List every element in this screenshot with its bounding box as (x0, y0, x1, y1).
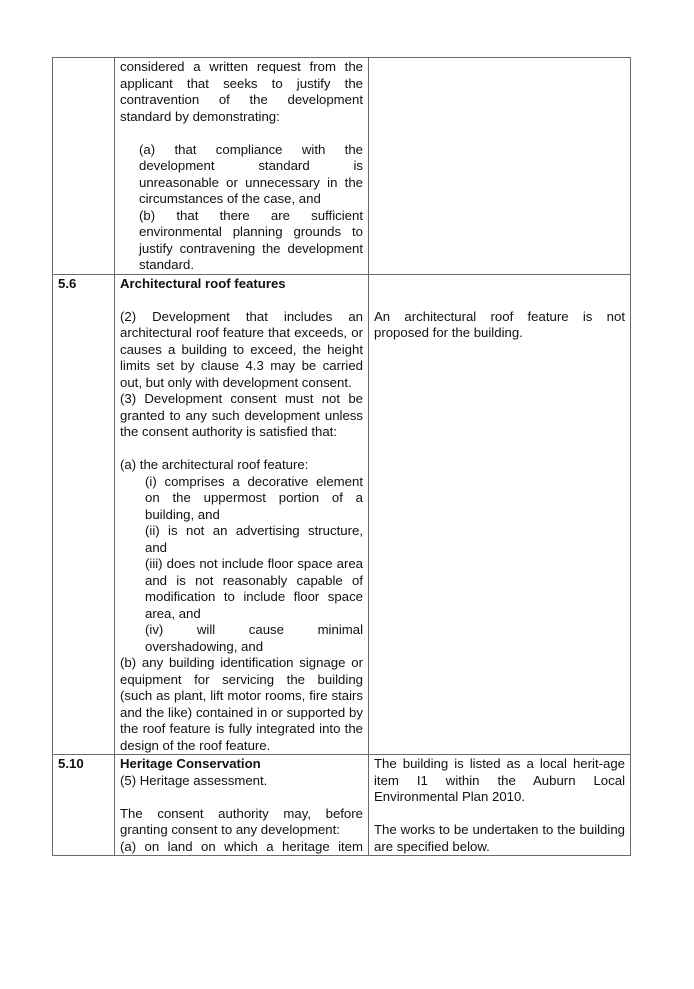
clause-heading: Architectural roof features (120, 275, 286, 291)
comment-text: An architectural roof feature is not proposed for the building. (374, 308, 625, 340)
comment-text-2: The works to be undertaken to the building are specified below. (374, 822, 625, 854)
clause-sub-a-iii: (iii) does not include floor space area and is not reasonably capable of modification to include floor space area, and (145, 556, 363, 621)
clause-heading: Heritage Conservation (120, 756, 261, 771)
clause-paragraph-5: (5) Heritage assessment. (120, 772, 268, 788)
clause-sub-a-i: (i) comprises a decorative element on the uppermost portion of a building, and (145, 473, 363, 522)
table-row (53, 58, 631, 275)
clause-number-cell: 5.6 (53, 274, 115, 755)
clause-text-cell (115, 58, 369, 275)
comment-text-1: The building is listed as a local herit-age item I1 within the Auburn Local Environmental Plan 2010. (374, 756, 625, 804)
clause-text-cell (115, 274, 369, 755)
clause-number-cell: 5.10 (53, 755, 115, 856)
clause-sub-b: (b) any building identification signage or equipment for servicing the building (such as plant, lift motor rooms, fire stairs and the like) contained in or supported by the roof feature is fully integrated into the design of the roof feature. (120, 655, 363, 753)
clause-sub-a: (a) on land on which a heritage item (120, 838, 363, 854)
clause-sub-a: (a) that compliance with the development standard is unreasonable or unnecessary in the circumstances of the case, and (139, 141, 363, 206)
clause-paragraph-3: (3) Development consent must not be granted to any such development unless the consent authority is satisfied that: (120, 391, 363, 439)
table-row (53, 755, 631, 856)
clause-sub-b: (b) that there are sufficient environmental planning grounds to justify contravening the development standard. (139, 207, 363, 272)
clause-number-cell (53, 58, 115, 275)
comment-cell (369, 58, 631, 275)
clause-paragraph-consent: The consent authority may, before granting consent to any development: (120, 805, 363, 837)
comment-cell (369, 274, 631, 755)
clause-text-cell (115, 755, 369, 856)
table-row (53, 274, 631, 755)
planning-compliance-table (52, 57, 631, 856)
clause-sub-a-ii: (ii) is not an advertising structure, and (145, 523, 363, 555)
clause-paragraph: considered a written request from the applicant that seeks to justify the contravention of the development standard by demonstrating: (120, 59, 363, 124)
clause-sub-a-iv: (iv) will cause minimal overshadowing, and (145, 622, 363, 654)
clause-paragraph-2: (2) Development that includes an architectural roof feature that exceeds, or causes a building to exceed, the height limits set by clause 4.3 may be carried out, but only with development consent. (120, 308, 363, 390)
clause-sub-a: (a) the architectural roof feature: (120, 457, 309, 472)
comment-cell (369, 755, 631, 856)
